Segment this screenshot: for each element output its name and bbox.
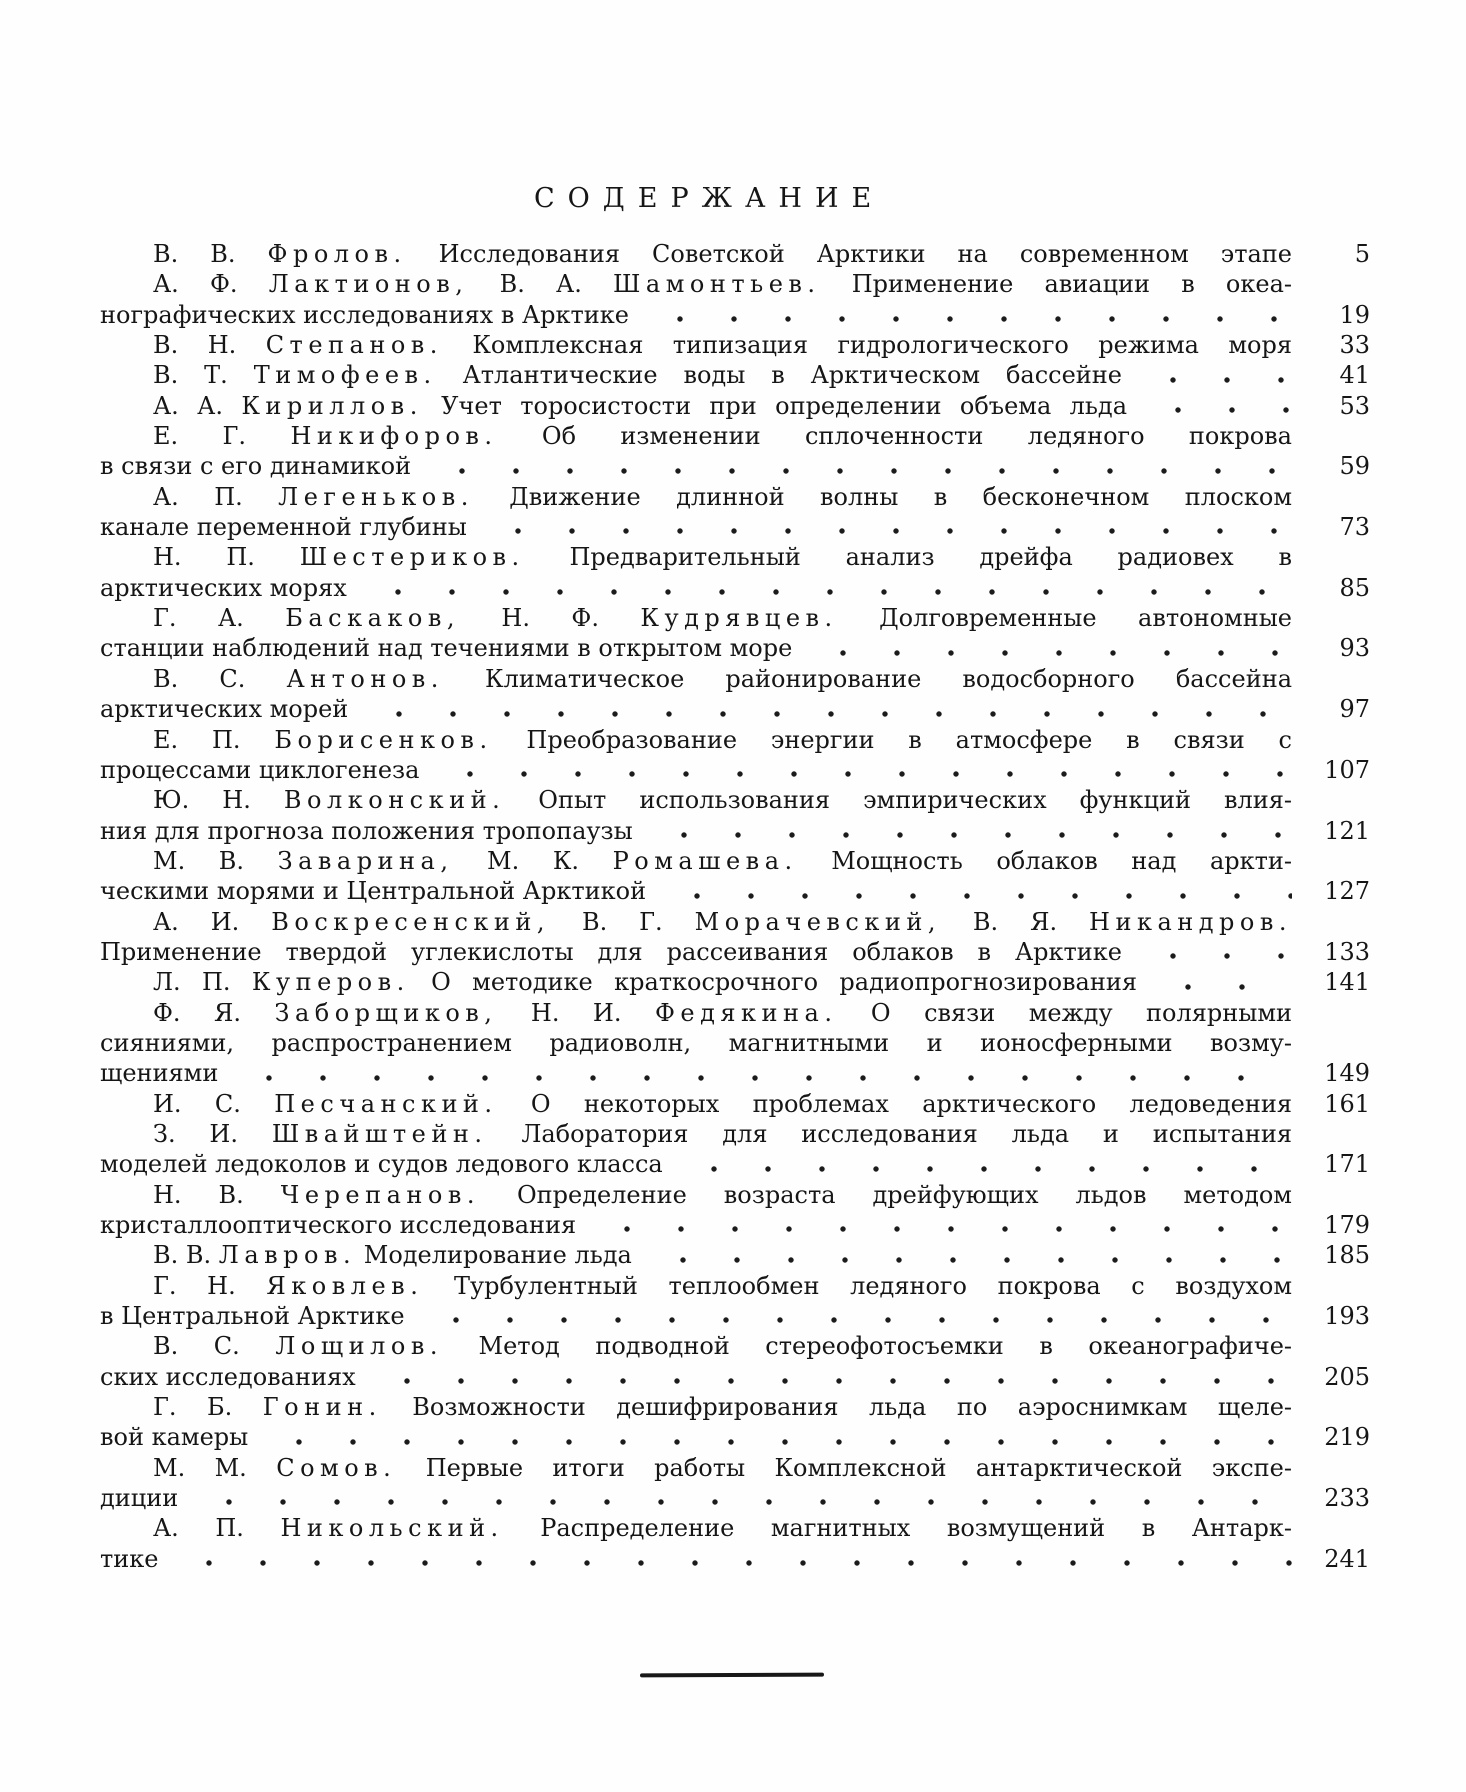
entry-text: В. В.: [153, 240, 268, 268]
entry-text: Н. П.: [153, 543, 300, 572]
entry-text: Ю. Н.: [153, 786, 284, 815]
page-number: 93: [1339, 634, 1370, 663]
dot-leader: [248, 1422, 1292, 1452]
dot-leader: [663, 1149, 1292, 1179]
entry-text: А. А.: [153, 391, 242, 420]
toc-line-text: [100, 360, 1122, 390]
author-name: Никифоров.: [290, 422, 498, 451]
author-name: Лощилов.: [275, 1332, 443, 1361]
toc-line-entry-6: [100, 451, 1370, 481]
entry-text: процессами циклогенеза: [100, 755, 420, 784]
entry-text: В. А.: [468, 270, 614, 299]
entry-text: Опыт использования эмпирических функций влия-: [505, 786, 1292, 815]
entry-text: Возможности дешифрирования льда по аэроснимкам щеле-: [381, 1393, 1293, 1422]
dot-leader: [467, 512, 1292, 542]
page-number: 141: [1324, 968, 1370, 997]
toc-line-entry-2: [100, 269, 1370, 299]
toc-line-entry-6: [100, 421, 1370, 451]
toc-line-text: [100, 512, 467, 542]
author-name: Кудрявцев.: [640, 604, 838, 633]
author-name: Федякина.: [654, 998, 838, 1027]
toc-line-entry-12: [100, 816, 1370, 846]
toc-line-text: [100, 421, 1292, 451]
entry-text: кристаллооптического исследования: [100, 1211, 577, 1239]
entry-text: арктических морях: [100, 573, 347, 602]
author-name: Борисенков.: [274, 725, 493, 754]
toc-line-text: [100, 573, 347, 603]
page-number: 179: [1324, 1211, 1370, 1239]
toc-line-text: [100, 300, 629, 330]
entry-text: Комплексная типизация гидрологического режима моря: [442, 331, 1292, 360]
entry-text: Долговременные автономные: [837, 604, 1292, 633]
toc-line-entry-17: [100, 1089, 1370, 1119]
toc-line-entry-13: [100, 876, 1370, 906]
dot-leader: [633, 816, 1292, 846]
entry-text: щениями: [100, 1059, 219, 1088]
toc-line-entry-16: [100, 998, 1370, 1028]
page-number: 33: [1339, 331, 1370, 360]
entry-text: Н. И.: [497, 998, 655, 1027]
toc-line-entry-19: [100, 1180, 1370, 1210]
page-number: 205: [1324, 1362, 1370, 1391]
entry-text: М. К.: [453, 846, 613, 875]
entry-text: ческими морями и Центральной Арктикой: [100, 877, 647, 906]
entry-text: О некоторых проблемах арктического ледоведения: [497, 1089, 1292, 1118]
toc-line-text: [100, 239, 1292, 269]
entry-text: арктических морей: [100, 695, 349, 724]
toc-line-text: [100, 755, 419, 785]
entry-text: Лаборатория для исследования льда и испытания: [487, 1119, 1292, 1148]
entry-text: Климатическое районирование водосборного бассейна: [443, 664, 1292, 693]
toc-line-entry-18: [100, 1119, 1370, 1149]
entry-text: вой камеры: [100, 1423, 249, 1452]
author-name: Шестериков.: [299, 543, 525, 572]
dot-leader: [419, 755, 1292, 785]
toc-line-text: [100, 725, 1292, 755]
entry-text: ния для прогноза положения тропопаузы: [100, 816, 633, 845]
entry-text: Исследования Советской Арктики на современном этапе: [406, 240, 1292, 268]
dot-leader: [411, 451, 1292, 481]
entry-text: Первые итоги работы Комплексной антарктической экспе-: [396, 1453, 1292, 1482]
toc-line-entry-18: [100, 1149, 1370, 1179]
author-name: Фролов.: [267, 240, 407, 268]
entry-text: Мощность облаков над аркти-: [797, 846, 1293, 875]
entry-text: В. Т.: [153, 361, 254, 390]
author-name: Заварина,: [277, 846, 454, 875]
page-number: 127: [1324, 877, 1370, 906]
toc-line-entry-12: [100, 785, 1370, 815]
entry-text: В. Г.: [550, 907, 695, 936]
entry-text: А. И.: [153, 907, 272, 936]
page-number: 193: [1324, 1302, 1370, 1331]
entry-text: Учет торосистости при определении объема льда: [422, 391, 1127, 420]
toc-line-text: [100, 482, 1292, 512]
entry-text: З. И.: [153, 1119, 272, 1148]
page-number: 53: [1339, 391, 1370, 420]
author-name: Легеньков.: [278, 482, 474, 511]
entry-text: О методике краткосрочного радиопрогнозирования: [409, 968, 1137, 997]
page-number: 233: [1324, 1484, 1370, 1513]
dot-leader: [356, 1362, 1292, 1392]
entry-text: Г. А.: [153, 604, 286, 633]
entry-text: И. С.: [153, 1089, 275, 1118]
toc-line-entry-24: [100, 1483, 1370, 1513]
entry-text: Н. Ф.: [460, 604, 641, 633]
author-name: Лавров.: [218, 1241, 357, 1270]
entry-text: диции: [100, 1484, 179, 1513]
entry-text: М. М.: [153, 1453, 277, 1482]
toc-line-text: [100, 1028, 1292, 1058]
toc-line-entry-23: [100, 1392, 1370, 1422]
toc-line-text: [100, 937, 1122, 967]
entry-text: Турбулентный теплообмен ледяного покрова с воздухом: [423, 1271, 1293, 1300]
entry-text: Движение длинной волны в бесконечном плоском: [473, 482, 1292, 511]
entry-text: А. П.: [153, 1514, 281, 1543]
author-name: Воскресенский,: [271, 907, 551, 936]
entry-text: моделей ледоколов и судов ледового класса: [100, 1150, 663, 1179]
toc-line-text: [100, 785, 1292, 815]
author-name: Лактионов,: [268, 270, 469, 299]
entry-text: Применение твердой углекислоты для рассеивания облаков в Арктике: [100, 937, 1122, 966]
entry-text: Л. П.: [153, 968, 252, 997]
toc-line-text: [100, 664, 1292, 694]
page-number: 19: [1339, 300, 1370, 329]
entry-text: В. Н.: [153, 331, 266, 360]
entry-text: Атлантические воды в Арктическом бассейне: [436, 361, 1122, 390]
toc-line-text: [100, 1422, 248, 1452]
author-name: Морачевский,: [694, 907, 941, 936]
entry-text: нографических исследованиях в Арктике: [100, 300, 629, 329]
toc-line-entry-22: [100, 1362, 1370, 1392]
toc-line-text: [100, 451, 411, 481]
author-name: Волконский.: [283, 786, 506, 815]
toc-line-text: [100, 1392, 1292, 1422]
entry-text: тике: [100, 1544, 159, 1573]
entry-text: ских исследованиях: [100, 1362, 356, 1391]
page-title: СОДЕРЖАНИЕ: [534, 183, 885, 214]
toc-line-entry-9: [100, 633, 1370, 663]
toc-line-entry-11: [100, 725, 1370, 755]
toc-line-entry-10: [100, 664, 1370, 694]
entry-text: Предварительный анализ дрейфа радиовех в: [524, 543, 1292, 572]
entry-text: в связи с его динамикой: [100, 452, 412, 481]
toc-line-text: [100, 967, 1137, 997]
toc-line-text: [100, 694, 348, 724]
entry-text: В. В.: [153, 1241, 219, 1270]
toc-line-entry-2: [100, 300, 1370, 330]
page-number: 107: [1324, 755, 1370, 784]
entry-text: В. Я.: [940, 907, 1090, 936]
entry-text: канале переменной глубины: [100, 513, 467, 542]
author-name: Никандров.: [1089, 907, 1293, 936]
entry-text: М. В.: [153, 846, 278, 875]
toc-line-entry-15: [100, 967, 1370, 997]
dot-leader: [792, 633, 1292, 663]
toc-line-entry-8: [100, 573, 1370, 603]
toc-line-text: [100, 330, 1292, 360]
toc-line-text: [100, 1240, 632, 1270]
page-number: 185: [1324, 1241, 1370, 1270]
page-number: 219: [1324, 1423, 1370, 1452]
toc-line-entry-1: [100, 239, 1370, 269]
toc-line-entry-21: [100, 1301, 1370, 1331]
page-number: 161: [1324, 1089, 1370, 1118]
dot-leader: [348, 694, 1292, 724]
dot-leader: [158, 1544, 1292, 1574]
toc-line-entry-21: [100, 1271, 1370, 1301]
toc-line-entry-19: [100, 1210, 1370, 1240]
author-name: Ромашева.: [612, 846, 798, 875]
page-number: 85: [1339, 573, 1370, 602]
toc-line-text: [100, 1483, 178, 1513]
page-number: 73: [1339, 513, 1370, 542]
dot-leader: [218, 1058, 1292, 1088]
entry-text: Определение возраста дрейфующих льдов методом: [479, 1180, 1292, 1209]
toc-line-text: [100, 1331, 1292, 1361]
toc-line-entry-14: [100, 937, 1370, 967]
toc-line-entry-5: [100, 391, 1370, 421]
divider-rule: [640, 1673, 824, 1678]
page-number: 241: [1324, 1544, 1370, 1573]
page-number: 97: [1339, 695, 1370, 724]
toc-line-entry-13: [100, 846, 1370, 876]
toc-line-text: [100, 1210, 576, 1240]
dot-leader: [646, 876, 1292, 906]
author-name: Шамонтьев.: [613, 270, 821, 299]
author-name: Сомов.: [276, 1453, 397, 1482]
toc-line-entry-16: [100, 1028, 1370, 1058]
toc-line-text: [100, 542, 1292, 572]
author-name: Никольский.: [280, 1514, 504, 1543]
entry-text: Г. Н.: [153, 1271, 267, 1300]
toc-line-entry-9: [100, 603, 1370, 633]
author-name: Черепанов.: [280, 1180, 480, 1209]
entry-text: Е. Г.: [153, 422, 291, 451]
toc-line-entry-20: [100, 1240, 1370, 1270]
entry-text: Распределение магнитных возмущений в Антарк-: [503, 1514, 1292, 1543]
entry-text: А. Ф.: [153, 270, 269, 299]
author-name: Тимофеев.: [253, 361, 437, 390]
author-name: Заборщиков,: [274, 998, 498, 1027]
entry-text: А. П.: [153, 482, 279, 511]
dot-leader: [1122, 360, 1292, 390]
page-number: 41: [1339, 361, 1370, 390]
toc-line-entry-7: [100, 482, 1370, 512]
toc-line-text: [100, 1453, 1292, 1483]
dot-leader: [632, 1240, 1292, 1270]
toc-line-entry-7: [100, 512, 1370, 542]
author-name: Кириллов.: [241, 391, 423, 420]
page-number: 133: [1324, 937, 1370, 966]
entry-text: Ф. Я.: [153, 998, 275, 1027]
toc-line-entry-24: [100, 1453, 1370, 1483]
toc-line-entry-4: [100, 360, 1370, 390]
toc-line-text: [100, 1119, 1292, 1149]
toc-line-entry-23: [100, 1422, 1370, 1452]
author-name: Антонов.: [286, 664, 444, 693]
toc-line-text: [100, 1180, 1292, 1210]
dot-leader: [629, 300, 1292, 330]
dot-leader: [178, 1483, 1292, 1513]
toc-line-entry-22: [100, 1331, 1370, 1361]
toc-line-text: [100, 1513, 1292, 1543]
entry-text: Применение авиации в океа-: [820, 270, 1292, 299]
page-number: 171: [1324, 1150, 1370, 1179]
author-name: Яковлев.: [266, 1271, 424, 1300]
toc-line-entry-14: [100, 907, 1370, 937]
toc-line-entry-8: [100, 542, 1370, 572]
toc-line-text: [100, 1271, 1292, 1301]
toc-line-text: [100, 391, 1127, 421]
toc-line-text: [100, 269, 1292, 299]
dot-leader: [1137, 967, 1292, 997]
toc-line-entry-3: [100, 330, 1370, 360]
toc-line-text: [100, 876, 646, 906]
toc-line-text: [100, 633, 792, 663]
author-name: Баскаков,: [285, 604, 460, 633]
dot-leader: [347, 573, 1292, 603]
toc-line-entry-16: [100, 1058, 1370, 1088]
dot-leader: [1122, 937, 1292, 967]
entry-text: Преобразование энергии в атмосфере в связи с: [492, 725, 1292, 754]
entry-text: Н. В.: [153, 1180, 281, 1209]
author-name: Швайштейн.: [271, 1119, 488, 1148]
entry-text: О связи между полярными: [837, 998, 1292, 1027]
entry-text: Е. П.: [153, 725, 275, 754]
entry-text: станции наблюдений над течениями в открытом море: [100, 634, 793, 663]
author-name: Песчанский.: [274, 1089, 498, 1118]
toc-line-text: [100, 1149, 663, 1179]
toc-line-text: [100, 603, 1292, 633]
author-name: Куперов.: [251, 968, 410, 997]
page-number: 121: [1324, 816, 1370, 845]
toc-list: [100, 239, 1370, 1574]
dot-leader: [576, 1210, 1292, 1240]
entry-text: Об изменении сплоченности ледяного покрова: [497, 422, 1292, 451]
toc-line-text: [100, 1089, 1292, 1119]
page-number: 149: [1324, 1059, 1370, 1088]
page-number: 5: [1354, 240, 1370, 268]
entry-text: В. С.: [153, 1332, 276, 1361]
toc-line-text: [100, 816, 633, 846]
author-name: Степанов.: [265, 331, 443, 360]
entry-text: Г. Б.: [153, 1393, 263, 1422]
toc-line-entry-10: [100, 694, 1370, 724]
dot-leader: [1127, 391, 1292, 421]
toc-line-text: [100, 907, 1292, 937]
toc-line-text: [100, 998, 1292, 1028]
entry-text: в Центральной Арктике: [100, 1302, 405, 1331]
toc-line-entry-11: [100, 755, 1370, 785]
toc-line-text: [100, 1362, 356, 1392]
entry-text: Моделирование льда: [356, 1241, 632, 1270]
author-name: Гонин.: [262, 1393, 382, 1422]
entry-text: В. С.: [153, 664, 287, 693]
dot-leader: [405, 1301, 1292, 1331]
toc-line-text: [100, 1301, 405, 1331]
entry-text: Метод подводной стереофотосъемки в океанографиче-: [442, 1332, 1293, 1361]
toc-line-text: [100, 1544, 158, 1574]
toc-line-text: [100, 1058, 218, 1088]
entry-text: сияниями, распространением радиоволн, магнитными и ионосферными возму-: [100, 1028, 1292, 1057]
page-number: 59: [1339, 452, 1370, 481]
toc-line-text: [100, 846, 1292, 876]
toc-line-entry-25: [100, 1513, 1370, 1543]
toc-line-entry-25: [100, 1544, 1370, 1574]
